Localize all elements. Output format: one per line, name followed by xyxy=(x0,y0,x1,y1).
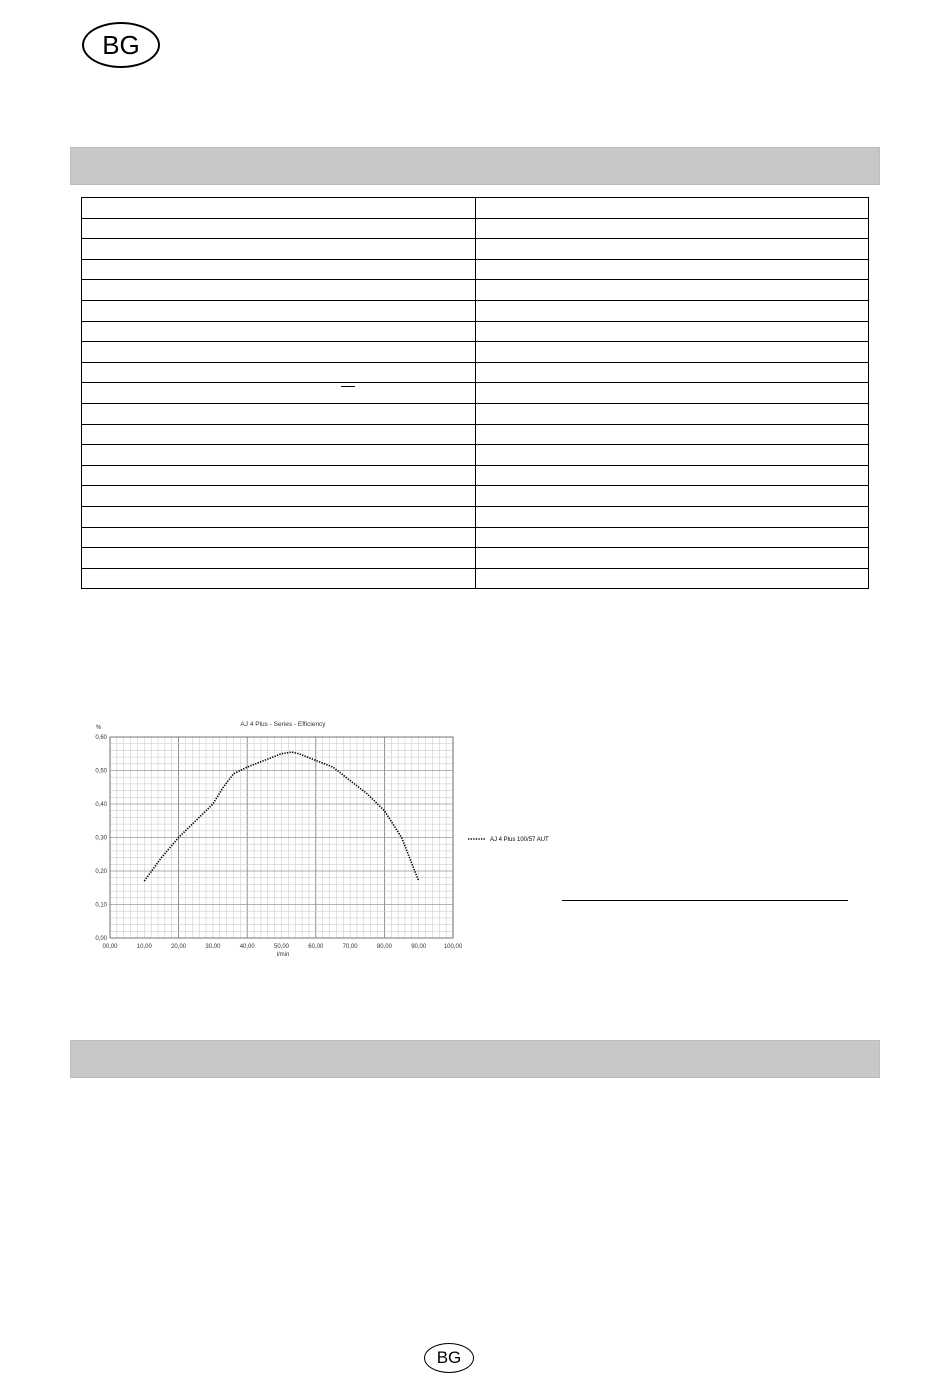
table-cell xyxy=(82,342,476,363)
table-cell xyxy=(476,527,869,548)
x-tick-label: 30,00 xyxy=(205,944,221,950)
spec-table xyxy=(81,197,869,589)
table-underline-mark xyxy=(341,386,355,387)
table-cell xyxy=(82,465,476,486)
table-row xyxy=(82,300,869,321)
table-cell xyxy=(82,239,476,260)
table-cell xyxy=(476,321,869,342)
table-row xyxy=(82,527,869,548)
table-cell xyxy=(476,280,869,301)
chart-x-label: l/min xyxy=(276,952,290,958)
y-tick-label: 0,10 xyxy=(95,902,107,909)
table-cell xyxy=(82,321,476,342)
y-tick-label: 0,50 xyxy=(95,768,107,775)
x-tick-label: 80,00 xyxy=(376,944,392,950)
y-tick-label: 0,40 xyxy=(95,802,107,808)
table-row xyxy=(82,445,869,466)
language-badge-top: BG xyxy=(82,22,160,68)
table-cell xyxy=(476,403,869,424)
efficiency-chart xyxy=(80,716,463,958)
x-tick-label: 40,00 xyxy=(239,944,255,950)
table-row xyxy=(82,239,869,260)
x-tick-label: 60,00 xyxy=(308,944,324,950)
chart-y-label: % xyxy=(96,725,102,731)
table-cell xyxy=(476,465,869,486)
table-cell xyxy=(82,506,476,527)
table-row xyxy=(82,362,869,383)
table-row xyxy=(82,548,869,569)
table-row xyxy=(82,568,869,589)
table-cell xyxy=(82,280,476,301)
table-cell xyxy=(476,259,869,280)
table-cell xyxy=(476,383,869,404)
table-cell xyxy=(82,445,476,466)
table-cell xyxy=(476,239,869,260)
table-row xyxy=(82,424,869,445)
table-row xyxy=(82,259,869,280)
table-cell xyxy=(476,548,869,569)
table-cell xyxy=(82,568,476,589)
table-row xyxy=(82,403,869,424)
y-tick-label: 0,30 xyxy=(95,835,107,842)
x-tick-label: 20,00 xyxy=(171,944,187,950)
x-tick-label: 100,00 xyxy=(443,944,463,950)
table-cell xyxy=(476,300,869,321)
x-tick-label: 70,00 xyxy=(342,944,358,950)
x-tick-label: 10,00 xyxy=(136,944,152,950)
table-row xyxy=(82,198,869,219)
y-tick-label: 0,00 xyxy=(95,936,107,942)
table-row xyxy=(82,506,869,527)
table-cell xyxy=(82,300,476,321)
table-row xyxy=(82,218,869,239)
table-row xyxy=(82,486,869,507)
chart-grid xyxy=(110,737,453,938)
table-cell xyxy=(476,342,869,363)
table-row xyxy=(82,321,869,342)
table-cell xyxy=(476,218,869,239)
table-cell xyxy=(82,403,476,424)
x-tick-label: 00,00 xyxy=(102,944,118,950)
table-cell xyxy=(82,486,476,507)
language-badge-bottom: BG xyxy=(424,1343,474,1373)
signature-line xyxy=(562,900,848,901)
section-header-bar-1 xyxy=(70,147,880,185)
table-cell xyxy=(82,362,476,383)
table-row xyxy=(82,383,869,404)
y-tick-label: 0,20 xyxy=(95,869,107,875)
x-tick-label: 50,00 xyxy=(273,944,290,950)
table-row xyxy=(82,342,869,363)
table-cell xyxy=(476,568,869,589)
table-cell xyxy=(82,198,476,219)
chart-title: AJ 4 Plus - Series - Efficiency xyxy=(240,721,326,728)
table-cell xyxy=(82,424,476,445)
table-cell xyxy=(476,506,869,527)
y-tick-label: 0,60 xyxy=(95,735,107,741)
table-cell xyxy=(82,259,476,280)
legend-entry: AJ 4 Plus 100/57 AUT xyxy=(490,837,549,843)
section-header-bar-2 xyxy=(70,1040,880,1078)
table-row xyxy=(82,280,869,301)
table-cell xyxy=(82,527,476,548)
chart-legend xyxy=(465,829,555,849)
table-row xyxy=(82,465,869,486)
table-cell xyxy=(82,218,476,239)
table-cell xyxy=(476,486,869,507)
table-cell xyxy=(82,548,476,569)
table-cell xyxy=(476,362,869,383)
x-tick-label: 90,00 xyxy=(411,944,427,950)
table-cell xyxy=(476,198,869,219)
table-cell xyxy=(82,383,476,404)
table-cell xyxy=(476,445,869,466)
table-cell xyxy=(476,424,869,445)
